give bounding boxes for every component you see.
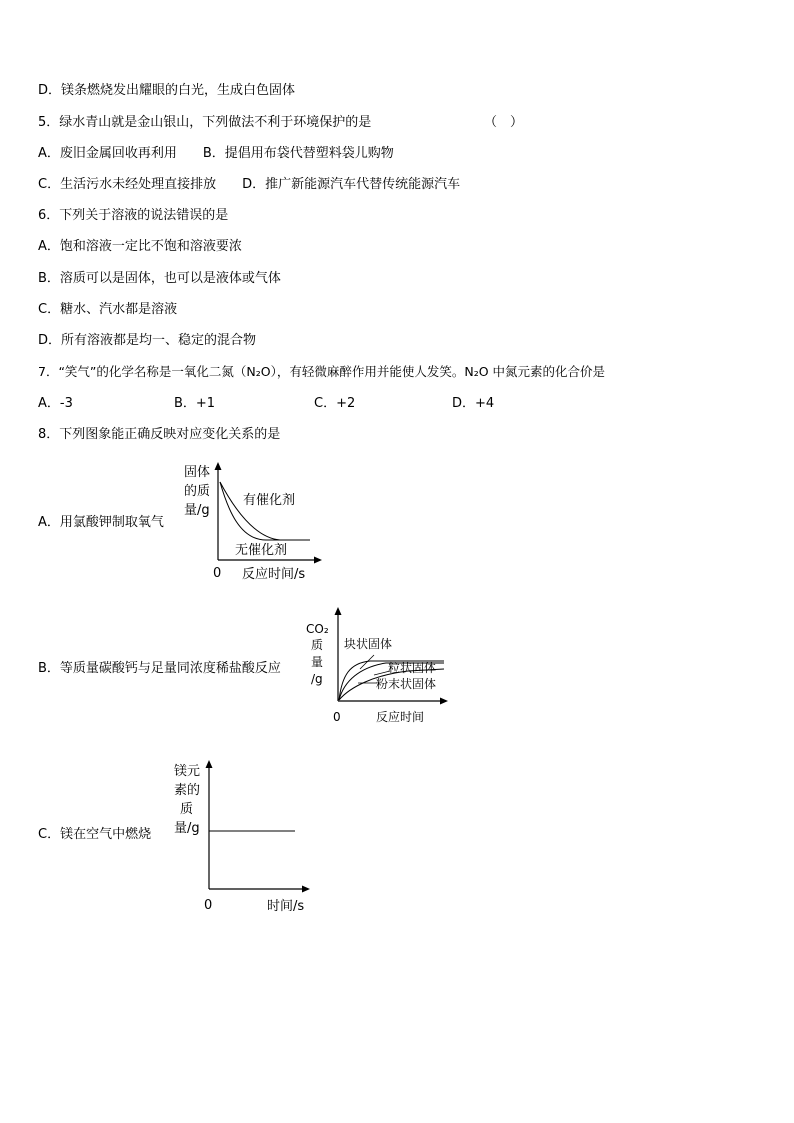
graph-b-curve3-label: 粉末状固体 — [376, 677, 437, 691]
q8-option-a-label: A．用氯酸钾制取氧气 — [38, 515, 164, 530]
graph-c-ylabel-3: 质 — [180, 802, 194, 817]
graph-a-xlabel: 反应时间/s — [242, 567, 306, 582]
graph-c-ylabel-2: 素的 — [174, 783, 201, 798]
q7-option-d: D．+4 — [452, 396, 495, 411]
graph-b-ylabel-1: CO₂ — [306, 622, 329, 636]
q6-stem: 6．下列关于溶液的说法错误的是 — [38, 208, 229, 223]
graph-c-xlabel: 时间/s — [267, 899, 305, 914]
graph-c — [200, 758, 320, 894]
graph-a-curve2-label: 无催化剂 — [235, 543, 288, 558]
graph-b-origin: 0 — [333, 710, 341, 724]
graph-b-ylabel-2: 质 — [311, 638, 324, 652]
graph-b-ylabel-4: /g — [311, 672, 323, 686]
q6-option-a: A．饱和溶液一定比不饱和溶液要浓 — [38, 239, 242, 254]
graph-b-ylabel-3: 量 — [311, 655, 324, 669]
graph-c-ylabel-1: 镁元 — [174, 764, 201, 779]
graph-a-curve-no-catalyst — [220, 482, 310, 540]
graph-b-xlabel: 反应时间 — [376, 710, 425, 724]
q7-option-c: C．+2 — [314, 396, 356, 411]
graph-b-curve1-label: 块状固体 — [344, 637, 393, 651]
q5-stem: 5．绿水青山就是金山银山，下列做法不利于环境保护的是 — [38, 115, 372, 130]
graph-a-curve1-label: 有催化剂 — [243, 493, 296, 508]
q5-options-ab: A．废旧金属回收再利用 B．提倡用布袋代替塑料袋儿购物 — [38, 146, 394, 161]
graph-c-y-arrow — [206, 760, 213, 768]
q8-option-b-label: B．等质量碳酸钙与足量同浓度稀盐酸反应 — [38, 661, 281, 676]
graph-a-ylabel-3: 量/g — [184, 503, 210, 518]
graph-b-x-arrow — [440, 698, 448, 705]
graph-a-ylabel-2: 的质 — [184, 484, 211, 499]
graph-b-curve2-label: 粒状固体 — [388, 661, 437, 675]
q8-option-c-label: C．镁在空气中燃烧 — [38, 827, 152, 842]
q5-answer-paren: （ ） — [484, 115, 524, 130]
q7-option-a: A．-3 — [38, 396, 73, 411]
graph-a-x-arrow — [314, 557, 322, 564]
q6-option-d: D．所有溶液都是均一、稳定的混合物 — [38, 333, 257, 348]
graph-a-curve-catalyst — [220, 482, 310, 540]
q8-stem: 8．下列图象能正确反映对应变化关系的是 — [38, 427, 281, 442]
q6-option-b: B．溶质可以是固体，也可以是液体或气体 — [38, 271, 281, 286]
graph-c-x-arrow — [302, 886, 310, 893]
graph-a-ylabel-1: 固体 — [184, 465, 211, 480]
graph-a-origin: 0 — [213, 566, 222, 581]
q7-option-b: B．+1 — [174, 396, 216, 411]
graph-b-y-arrow — [335, 607, 342, 615]
q5-options-cd: C．生活污水未经处理直接排放 D．推广新能源汽车代替传统能源汽车 — [38, 177, 461, 192]
q6-option-c: C．糖水、汽水都是溶液 — [38, 302, 178, 317]
graph-c-origin: 0 — [204, 898, 213, 913]
graph-c-ylabel-4: 量/g — [174, 821, 200, 836]
q4-option-d: D．镁条燃烧发出耀眼的白光，生成白色固体 — [38, 83, 296, 98]
graph-a-y-arrow — [215, 462, 222, 470]
q7-stem: 7．“笑气”的化学名称是一氧化二氮（N₂O），有轻微麻醉作用并能使人发笑。N₂O 中氮元素的化合价是 — [38, 364, 606, 379]
